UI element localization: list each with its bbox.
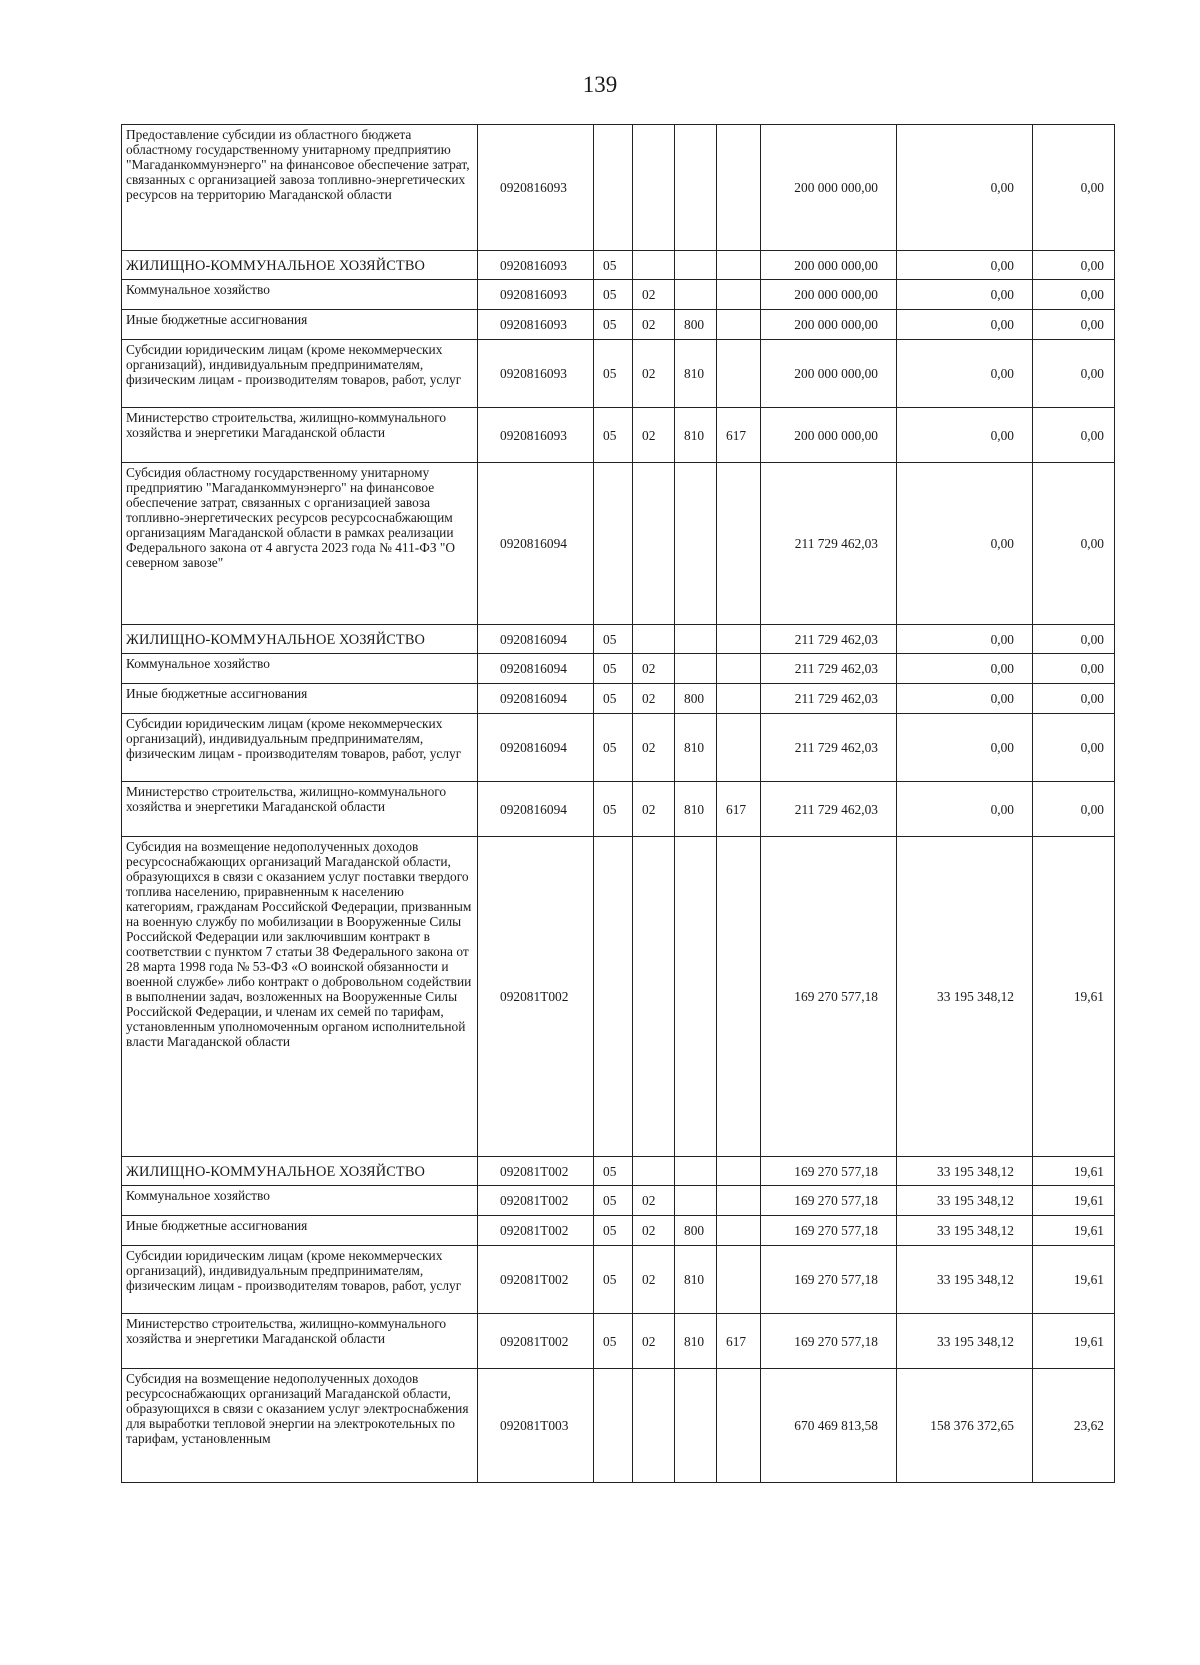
administrator-code (717, 125, 761, 251)
expense-type-code (675, 251, 717, 280)
row-name: Субсидии юридическим лицам (кроме некоммерческих организаций), индивидуальным предпринимателям, физическим лицам - производителям товаров, работ, услуг (122, 1246, 478, 1314)
executed-amount: 33 195 348,12 (897, 1314, 1033, 1369)
planned-amount: 200 000 000,00 (761, 280, 897, 310)
planned-amount: 169 270 577,18 (761, 837, 897, 1157)
execution-percent: 23,62 (1033, 1369, 1115, 1483)
section-code: 05 (594, 340, 633, 408)
expense-type-code: 810 (675, 714, 717, 782)
row-name: Субсидия на возмещение недополученных доходов ресурсоснабжающих организаций Магаданской области, образующихся в связи с оказанием услуг электроснабжения для выработки тепловой энергии на электрокотельных по тарифам, установленным (122, 1369, 478, 1483)
row-name: Министерство строительства, жилищно-коммунального хозяйства и энергетики Магаданской области (122, 1314, 478, 1369)
section-code: 05 (594, 1186, 633, 1216)
table-row (122, 251, 1115, 280)
target-article-code: 0920816093 (478, 125, 594, 251)
table-row (122, 625, 1115, 654)
target-article-code: 0920816094 (478, 782, 594, 837)
executed-amount: 0,00 (897, 408, 1033, 463)
section-code (594, 125, 633, 251)
planned-amount: 211 729 462,03 (761, 654, 897, 684)
table-row (122, 1186, 1115, 1216)
table-row (122, 1157, 1115, 1186)
row-name: Министерство строительства, жилищно-коммунального хозяйства и энергетики Магаданской области (122, 408, 478, 463)
target-article-code: 0920816094 (478, 714, 594, 782)
target-article-code: 0920816094 (478, 625, 594, 654)
subsection-code: 02 (633, 654, 675, 684)
execution-percent: 19,61 (1033, 1314, 1115, 1369)
expense-type-code (675, 280, 717, 310)
execution-percent: 0,00 (1033, 714, 1115, 782)
target-article-code: 0920816093 (478, 310, 594, 340)
row-name: Субсидии юридическим лицам (кроме некоммерческих организаций), индивидуальным предпринимателям, физическим лицам - производителям товаров, работ, услуг (122, 714, 478, 782)
table-row (122, 280, 1115, 310)
planned-amount: 670 469 813,58 (761, 1369, 897, 1483)
row-name: Иные бюджетные ассигнования (122, 1216, 478, 1246)
administrator-code: 617 (717, 782, 761, 837)
subsection-code (633, 625, 675, 654)
target-article-code: 0920816093 (478, 408, 594, 463)
subsection-code (633, 125, 675, 251)
expense-type-code: 810 (675, 340, 717, 408)
target-article-code: 0920816094 (478, 463, 594, 625)
administrator-code: 617 (717, 408, 761, 463)
execution-percent: 0,00 (1033, 251, 1115, 280)
section-code: 05 (594, 684, 633, 714)
subsection-code (633, 251, 675, 280)
executed-amount: 0,00 (897, 684, 1033, 714)
subsection-code: 02 (633, 1314, 675, 1369)
target-article-code: 092081T002 (478, 1216, 594, 1246)
subsection-code (633, 463, 675, 625)
target-article-code: 092081T002 (478, 1186, 594, 1216)
row-name: Субсидии юридическим лицам (кроме некоммерческих организаций), индивидуальным предпринимателям, физическим лицам - производителям товаров, работ, услуг (122, 340, 478, 408)
section-code: 05 (594, 280, 633, 310)
row-name: Субсидия областному государственному унитарному предприятию "Магаданкоммунэнерго" на финансовое обеспечение затрат, связанных с организацией завоза топливно-энергетических ресурсов ресурсоснабжающим организациям Магаданской области в рамках реализации Федерального закона от 4 августа 2023 года № 411-ФЗ "О северном завозе" (122, 463, 478, 625)
expense-type-code: 810 (675, 1246, 717, 1314)
table-row (122, 1216, 1115, 1246)
expense-type-code (675, 463, 717, 625)
subsection-code: 02 (633, 1186, 675, 1216)
administrator-code (717, 310, 761, 340)
administrator-code (717, 1216, 761, 1246)
executed-amount: 0,00 (897, 782, 1033, 837)
table-row (122, 463, 1115, 625)
administrator-code (717, 837, 761, 1157)
planned-amount: 211 729 462,03 (761, 684, 897, 714)
table-row (122, 714, 1115, 782)
subsection-code: 02 (633, 340, 675, 408)
administrator-code (717, 684, 761, 714)
administrator-code (717, 251, 761, 280)
execution-percent: 0,00 (1033, 310, 1115, 340)
executed-amount: 33 195 348,12 (897, 837, 1033, 1157)
subsection-code: 02 (633, 408, 675, 463)
planned-amount: 169 270 577,18 (761, 1314, 897, 1369)
planned-amount: 211 729 462,03 (761, 782, 897, 837)
subsection-code: 02 (633, 310, 675, 340)
table-row (122, 684, 1115, 714)
execution-percent: 19,61 (1033, 1246, 1115, 1314)
administrator-code (717, 280, 761, 310)
table-row (122, 1314, 1115, 1369)
section-code: 05 (594, 714, 633, 782)
expense-type-code (675, 837, 717, 1157)
executed-amount: 0,00 (897, 310, 1033, 340)
table-row (122, 408, 1115, 463)
row-name: ЖИЛИЩНО-КОММУНАЛЬНОЕ ХОЗЯЙСТВО (122, 625, 478, 654)
row-name: Коммунальное хозяйство (122, 1186, 478, 1216)
subsection-code (633, 1369, 675, 1483)
planned-amount: 200 000 000,00 (761, 340, 897, 408)
expense-type-code: 810 (675, 782, 717, 837)
planned-amount: 169 270 577,18 (761, 1186, 897, 1216)
executed-amount: 0,00 (897, 654, 1033, 684)
table-row (122, 340, 1115, 408)
execution-percent: 19,61 (1033, 837, 1115, 1157)
target-article-code: 092081T002 (478, 837, 594, 1157)
section-code (594, 1369, 633, 1483)
executed-amount: 0,00 (897, 714, 1033, 782)
target-article-code: 0920816094 (478, 654, 594, 684)
target-article-code: 0920816093 (478, 340, 594, 408)
planned-amount: 211 729 462,03 (761, 714, 897, 782)
page-number: 139 (582, 72, 618, 97)
planned-amount: 200 000 000,00 (761, 310, 897, 340)
target-article-code: 092081T002 (478, 1157, 594, 1186)
expense-type-code (675, 1157, 717, 1186)
row-name: ЖИЛИЩНО-КОММУНАЛЬНОЕ ХОЗЯЙСТВО (122, 1157, 478, 1186)
executed-amount: 0,00 (897, 251, 1033, 280)
subsection-code: 02 (633, 714, 675, 782)
target-article-code: 092081T002 (478, 1246, 594, 1314)
administrator-code (717, 1246, 761, 1314)
target-article-code: 092081T003 (478, 1369, 594, 1483)
row-name: Коммунальное хозяйство (122, 654, 478, 684)
executed-amount: 158 376 372,65 (897, 1369, 1033, 1483)
table-row (122, 654, 1115, 684)
row-name: Иные бюджетные ассигнования (122, 310, 478, 340)
section-code: 05 (594, 625, 633, 654)
execution-percent: 19,61 (1033, 1186, 1115, 1216)
execution-percent: 0,00 (1033, 125, 1115, 251)
target-article-code: 0920816094 (478, 684, 594, 714)
row-name: Субсидия на возмещение недополученных доходов ресурсоснабжающих организаций Магаданской области, образующихся в связи с оказанием услуг поставки твердого топлива населению, приравненным к населению категориям, гражданам Российской Федерации, призванным на военную службу по мобилизации в Вооруженные Силы Российской Федерации или заключившим контракт в соответствии с пунктом 7 статьи 38 Федерального закона от 28 марта 1998 года № 53-ФЗ «О воинской обязанности и военной службе» либо контракт о добровольном содействии в выполнении задач, возложенных на Вооруженные Силы Российской Федерации, и членам их семей по тарифам, установленным уполномоченным органом исполнительной власти Магаданской области (122, 837, 478, 1157)
administrator-code (717, 340, 761, 408)
expense-type-code: 800 (675, 310, 717, 340)
subsection-code: 02 (633, 782, 675, 837)
execution-percent: 0,00 (1033, 782, 1115, 837)
administrator-code (717, 625, 761, 654)
executed-amount: 33 195 348,12 (897, 1157, 1033, 1186)
expense-type-code: 810 (675, 1314, 717, 1369)
table-row (122, 310, 1115, 340)
table-row (122, 1369, 1115, 1483)
budget-execution-table (121, 124, 1115, 1483)
table-row (122, 125, 1115, 251)
section-code: 05 (594, 782, 633, 837)
execution-percent: 0,00 (1033, 684, 1115, 714)
executed-amount: 33 195 348,12 (897, 1186, 1033, 1216)
target-article-code: 0920816093 (478, 251, 594, 280)
table-row (122, 782, 1115, 837)
expense-type-code (675, 1369, 717, 1483)
administrator-code (717, 1186, 761, 1216)
expense-type-code (675, 1186, 717, 1216)
row-name: Министерство строительства, жилищно-коммунального хозяйства и энергетики Магаданской области (122, 782, 478, 837)
planned-amount: 169 270 577,18 (761, 1246, 897, 1314)
administrator-code: 617 (717, 1314, 761, 1369)
section-code: 05 (594, 310, 633, 340)
section-code: 05 (594, 1314, 633, 1369)
subsection-code (633, 1157, 675, 1186)
planned-amount: 200 000 000,00 (761, 125, 897, 251)
target-article-code: 0920816093 (478, 280, 594, 310)
section-code: 05 (594, 1216, 633, 1246)
section-code: 05 (594, 654, 633, 684)
expense-type-code: 800 (675, 684, 717, 714)
subsection-code: 02 (633, 684, 675, 714)
table-row (122, 1246, 1115, 1314)
execution-percent: 0,00 (1033, 625, 1115, 654)
execution-percent: 0,00 (1033, 408, 1115, 463)
execution-percent: 19,61 (1033, 1216, 1115, 1246)
planned-amount: 200 000 000,00 (761, 408, 897, 463)
section-code: 05 (594, 251, 633, 280)
section-code: 05 (594, 1246, 633, 1314)
subsection-code (633, 837, 675, 1157)
expense-type-code (675, 654, 717, 684)
execution-percent: 0,00 (1033, 340, 1115, 408)
row-name: Коммунальное хозяйство (122, 280, 478, 310)
table-row (122, 837, 1115, 1157)
execution-percent: 19,61 (1033, 1157, 1115, 1186)
executed-amount: 33 195 348,12 (897, 1216, 1033, 1246)
administrator-code (717, 714, 761, 782)
subsection-code: 02 (633, 1246, 675, 1314)
administrator-code (717, 1157, 761, 1186)
executed-amount: 0,00 (897, 463, 1033, 625)
subsection-code: 02 (633, 1216, 675, 1246)
executed-amount: 0,00 (897, 125, 1033, 251)
expense-type-code: 810 (675, 408, 717, 463)
executed-amount: 0,00 (897, 625, 1033, 654)
planned-amount: 211 729 462,03 (761, 625, 897, 654)
executed-amount: 0,00 (897, 280, 1033, 310)
target-article-code: 092081T002 (478, 1314, 594, 1369)
planned-amount: 169 270 577,18 (761, 1216, 897, 1246)
expense-type-code (675, 125, 717, 251)
section-code: 05 (594, 408, 633, 463)
execution-percent: 0,00 (1033, 280, 1115, 310)
administrator-code (717, 1369, 761, 1483)
expense-type-code (675, 625, 717, 654)
executed-amount: 33 195 348,12 (897, 1246, 1033, 1314)
section-code: 05 (594, 1157, 633, 1186)
planned-amount: 211 729 462,03 (761, 463, 897, 625)
administrator-code (717, 654, 761, 684)
row-name: Иные бюджетные ассигнования (122, 684, 478, 714)
row-name: Предоставление субсидии из областного бюджета областному государственному унитарному предприятию "Магаданкоммунэнерго" на финансовое обеспечение затрат, связанных с организацией завоза топливно-энергетических ресурсов на территорию Магаданской области (122, 125, 478, 251)
section-code (594, 463, 633, 625)
execution-percent: 0,00 (1033, 463, 1115, 625)
planned-amount: 169 270 577,18 (761, 1157, 897, 1186)
subsection-code: 02 (633, 280, 675, 310)
administrator-code (717, 463, 761, 625)
execution-percent: 0,00 (1033, 654, 1115, 684)
expense-type-code: 800 (675, 1216, 717, 1246)
row-name: ЖИЛИЩНО-КОММУНАЛЬНОЕ ХОЗЯЙСТВО (122, 251, 478, 280)
section-code (594, 837, 633, 1157)
executed-amount: 0,00 (897, 340, 1033, 408)
planned-amount: 200 000 000,00 (761, 251, 897, 280)
